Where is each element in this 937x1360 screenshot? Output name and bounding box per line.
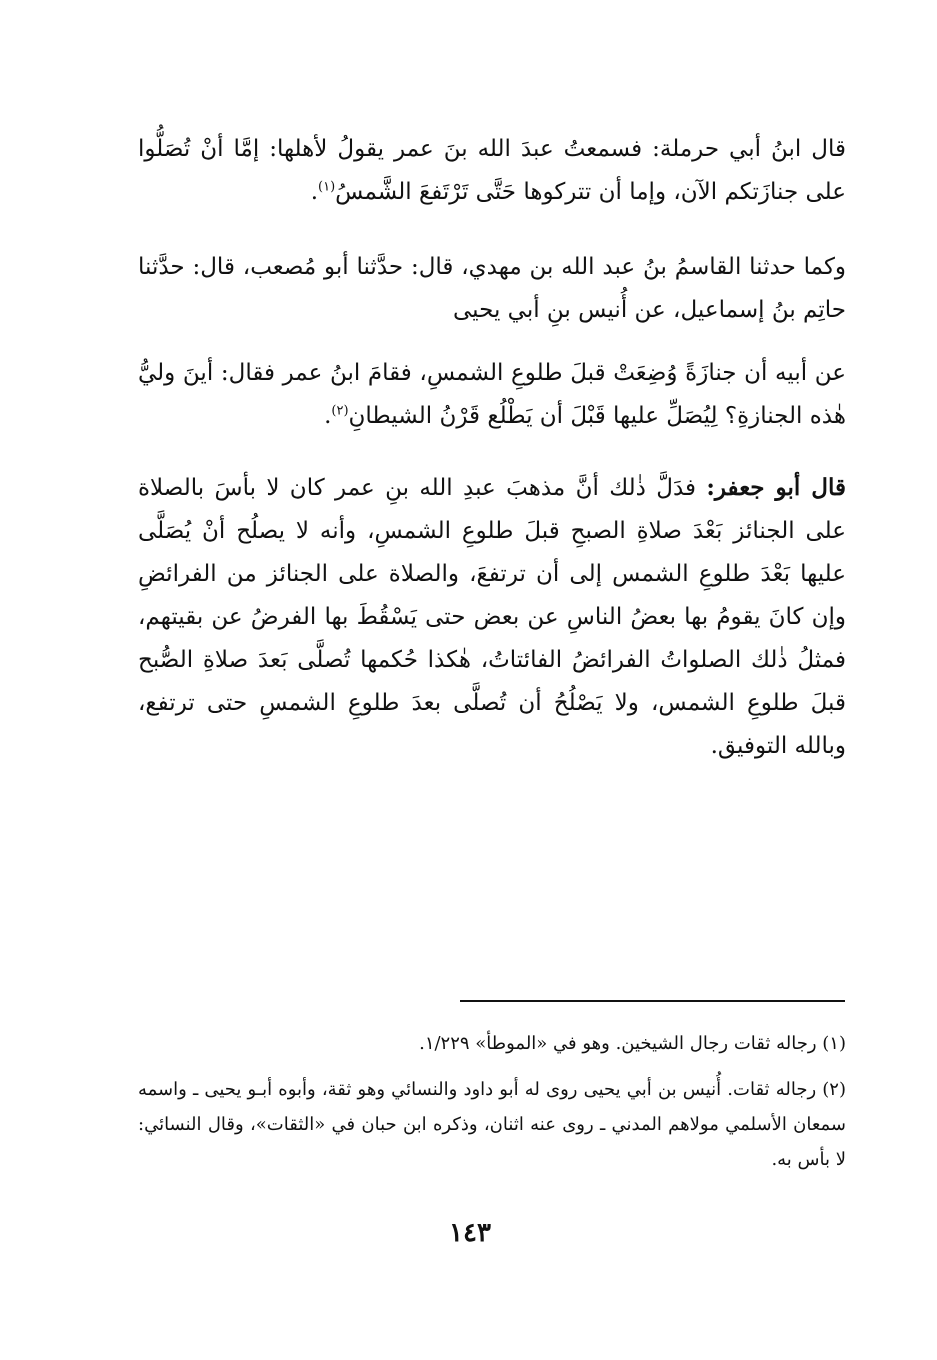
paragraph-2-text: وكما حدثنا القاسمُ بنُ عبد الله بن مهدي، قال: حدَّثنا أبو مُصعب، قال: حدَّثنا حاتِم بنُ إسماعيل، عن أُنيس بنِ أبي يحيى — [138, 254, 846, 323]
paragraph-2 — [138, 246, 846, 332]
page-number: ١٤٣ — [449, 1218, 491, 1248]
paragraph-1-tail: . — [310, 179, 319, 205]
paragraph-4-lead: قال أبو جعفر: — [706, 474, 846, 501]
paragraph-1-text: قال ابنُ أبي حرملة: فسمعتُ عبدَ الله بنَ عمر يقولُ لأهلها: إمَّا أنْ تُصَلُّوا على جنازَتكم الآن، وإما أن تتركوها حَتَّى تَرْتَفعَ الشَّمسُ — [138, 136, 846, 205]
paragraph-4 — [138, 466, 846, 768]
footnote-ref-1[interactable]: (١) — [318, 179, 336, 195]
footnote-1: (١) رجاله ثقات رجال الشيخين. وهو في «الموطأ» ١/٢٢٩. — [419, 1033, 846, 1054]
footnote-2: (٢) رجاله ثقات. أُنيس بن أبي يحيى روى له أبو داود والنسائي وهو ثقة، وأبوه أبـو يحيى ـ واسمه سمعان الأسلمي مولاهم المدني ـ روى عنه اثنان، وذكره ابن حبان في «الثقات»، وقال النسائي: لا بأس به. — [138, 1079, 846, 1170]
footnote-divider — [460, 1000, 845, 1002]
paragraph-3-text: عن أبيه أن جنازَةً وُضِعَتْ قبلَ طلوعِ الشمسِ، فقامَ ابنُ عمر فقال: أينَ وليُّ هٰذه الجنازةِ؟ لِيُصَلِّ عليها قَبْلَ أن يَطْلُع قَرْنُ الشيطانِ — [138, 360, 846, 429]
paragraph-3-tail: . — [324, 403, 332, 429]
footnote-ref-2[interactable]: (٢) — [331, 403, 349, 419]
paragraph-3 — [138, 352, 846, 438]
paragraph-4-text: فدَلَّ ذٰلك أنَّ مذهبَ عبدِ الله بنِ عمر كان لا بأسَ بالصلاة على الجنائز بَعْدَ صلاةِ الصبحِ قبلَ طلوعِ الشمسِ، وأنه لا يصلُح أنْ يُصَلَّى عليها بَعْدَ طلوعِ الشمس إلى أن ترتفعَ، والصلاة على الجنائز من الفرائضِ وإن كانَ يقومُ بها بعضُ الناسِ عن بعض حتى يَسْقُطَ بها الفرضُ عن بقيتهم، فمثلُ ذٰلك الصلواتُ الفرائضُ الفائتاتُ، هٰكذا حُكمها تُصلَّى بَعدَ صلاةِ الصُّبح قبلَ طلوعِ الشمس، ولا يَصْلُحُ أن تُصلَّى بعدَ طلوعِ الشمسِ حتى ترتفع، وبالله التوفيق. — [138, 475, 846, 759]
paragraph-1 — [138, 128, 846, 214]
